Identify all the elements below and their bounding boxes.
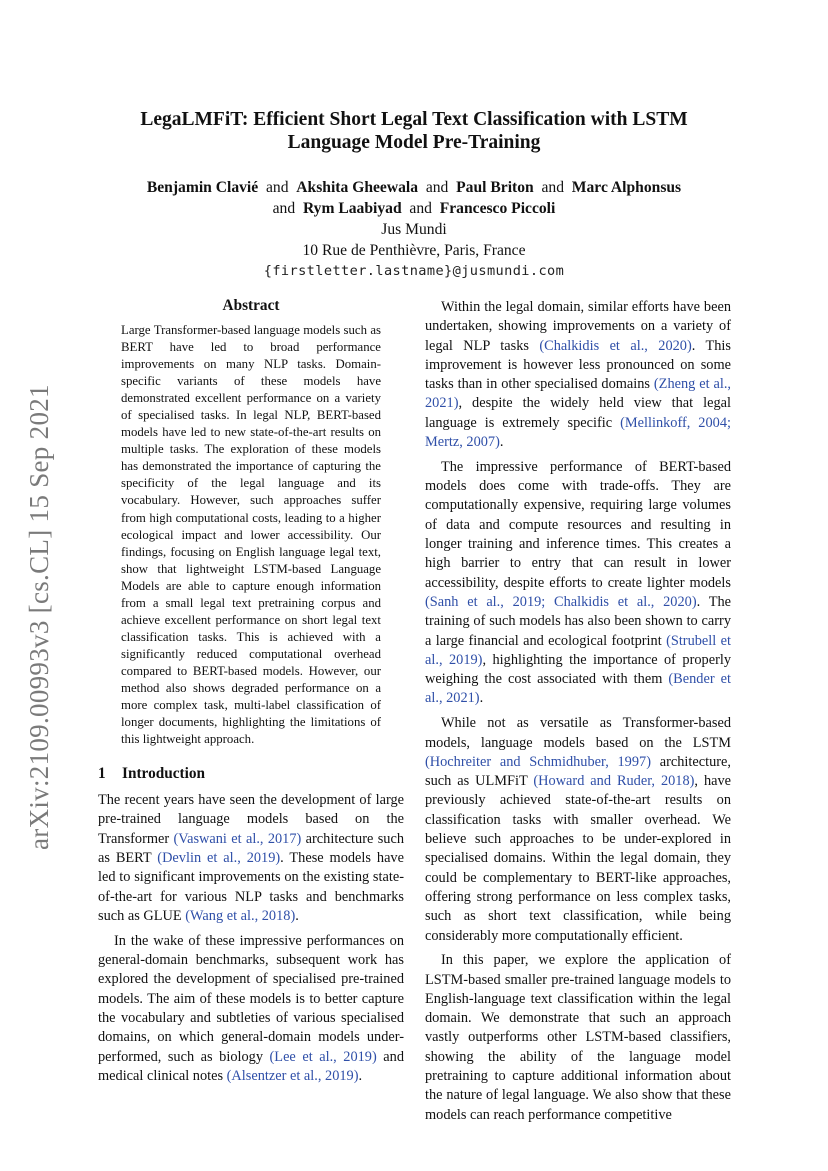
citation-link[interactable]: (Devlin et al., 2019) <box>157 850 281 867</box>
abstract-text: Large Transformer-based language models such as BERT have led to broad performance improvements on many NLP tasks. Domain-specific variants of these models have demonstrated excellent performance on a variety of specialised tasks. In legal NLP, BERT-based models have led to new state-of-the-art results on multiple tasks. The exploration of these models has demonstrated the importance of capturing the specificity of the legal language and its vocabulary. However, such approaches suffer from high computational costs, leading to a higher ecological impact and lower accessibility. Our findings, focusing on English language legal text, show that lightweight LSTM-based Language Models are able to capture enough information from a small legal text pretraining corpus and achieve excellent performance on short legal text classification tasks. This is achieved with a significantly reduced computational overhead compared to BERT-based models. However, our method also shows degraded performance on a more complex task, multi-label classification of longer documents, highlighting the limitations of this lightweight approach. <box>121 323 381 747</box>
title-line-1: LegaLMFiT: Efficient Short Legal Text Classification with LSTM <box>140 109 688 130</box>
author-name: Rym Laabiyad <box>302 200 402 217</box>
author-name: Paul Briton <box>456 179 534 196</box>
citation-link[interactable]: (Mellinkoff, 2004; Mertz, 2007) <box>425 414 731 451</box>
citation-link[interactable]: (Hochreiter and Schmidhuber, 1997) <box>425 753 651 770</box>
and-word: and <box>541 179 564 196</box>
paper-title <box>98 108 730 154</box>
and-word: and <box>409 200 432 217</box>
citation-link[interactable]: (Bender et al., 2021) <box>425 671 731 707</box>
citation-link[interactable]: (Zheng et al., 2021) <box>425 376 731 412</box>
intro-paragraph-1 <box>98 791 404 926</box>
text-run: Within the legal domain, similar efforts have been undertaken, showing improvements on a variety of legal NLP tasks <box>425 299 731 354</box>
author-name: Marc Alphonsus <box>571 179 682 196</box>
text-run: . <box>479 690 484 707</box>
abstract-heading: Abstract <box>222 297 280 314</box>
citation-link[interactable]: (Lee et al., 2019) <box>269 1048 377 1065</box>
author-list <box>98 177 730 219</box>
section-title: Introduction <box>122 765 206 783</box>
text-run: The recent years have seen the development of large pre-trained language models based on the Transformer <box>98 792 404 847</box>
text-run: . These models have led to significant improvements on the existing state-of-the-art for various NLP tasks and benchmarks such as GLUE <box>98 850 404 924</box>
intro-paragraph-2 <box>98 932 404 1086</box>
text-run: , have previously achieved state-of-the-art results on classification tasks with smaller overhead. We believe such approaches to be under-explored in specialised domains. Within the legal domain, they could be complementary to BERT-like approaches, offering strong performance on less complex tasks, such as short text classification, while being considerably more computationally efficient. <box>425 773 732 944</box>
citation-link[interactable]: (Wang et al., 2018) <box>185 907 296 924</box>
right-paragraph-4 <box>425 951 731 1125</box>
text-run: In the wake of these impressive performances on general-domain benchmarks, subsequent work has explored the development of specialised pre-trained models. The aim of these models is to better capture the vocabulary and subtleties of various specialised domains, on which general-domain models under-performed, such as biology <box>98 932 404 1065</box>
author-name: Akshita Gheewala <box>296 179 419 196</box>
text-run: . The training of such models has also been shown to carry a large financial and ecological footprint <box>425 593 731 649</box>
citation-link[interactable]: (Chalkidis et al., 2020) <box>539 337 692 354</box>
section-heading-introduction <box>98 764 404 784</box>
and-word: and <box>425 179 449 196</box>
citation-link[interactable]: (Strubell et al., 2019) <box>425 632 731 668</box>
text-run: The impressive performance of BERT-based models does come with trade-offs. They are computationally expensive, requiring large volumes of data and compute resources and resulting in longer training and inference times. This creates a high barrier to entry that can result in lower accessibility, despite efforts to create lighter models <box>425 458 731 591</box>
text-run: , despite the widely held view that legal language is extremely specific <box>425 395 731 431</box>
title-block <box>98 108 730 282</box>
arxiv-identifier: arXiv:2109.00993v3 [cs.CL] 15 Sep 2021 <box>24 384 54 850</box>
title-line-2: Language Model Pre-Training <box>287 132 541 153</box>
author-name: Francesco Piccoli <box>439 200 556 217</box>
arxiv-sidebar <box>24 370 60 850</box>
left-column <box>98 296 404 1086</box>
and-word: and <box>272 200 296 217</box>
text-run: . <box>499 434 504 451</box>
text-run: . <box>358 1067 363 1084</box>
citation-link[interactable]: (Howard and Ruder, 2018) <box>533 773 695 790</box>
section-number: 1 <box>98 765 106 783</box>
text-run: While not as versatile as Transformer-based models, language models based on the LSTM <box>425 715 731 751</box>
and-word: and <box>265 179 289 196</box>
author-name: Benjamin Clavié <box>146 179 259 196</box>
citation-link[interactable]: (Alsentzer et al., 2019) <box>226 1067 359 1084</box>
text-run: , highlighting the importance of properly weighing the cost associated with them <box>425 651 732 688</box>
text-run: and medical clinical notes <box>98 1048 404 1084</box>
text-run: architecture, such as ULMFiT <box>425 753 731 790</box>
citation-link[interactable]: (Sanh et al., 2019; Chalkidis et al., 2020) <box>425 593 697 610</box>
text-run: . <box>295 907 299 924</box>
right-paragraph-3 <box>425 714 731 946</box>
text-run: In this paper, we explore the application of LSTM-based smaller pre-trained language models to English-language text classification within the legal domain. We demonstrate that such an approach vastly outperforms other LSTM-based classifiers, showing the ability of the language model pretraining to capture additional information about the nature of legal language. We also show that these models can reach performance competitive <box>425 952 731 1123</box>
affiliation-address: 10 Rue de Penthièvre, Paris, France <box>302 242 526 259</box>
author-email: {firstletter.lastname}@jusmundi.com <box>263 263 565 279</box>
affiliation-org: Jus Mundi <box>381 221 447 238</box>
text-run: . This improvement is however less pronounced on some tasks than in other specialised domains <box>425 337 731 393</box>
text-run: architecture such as BERT <box>98 830 404 867</box>
right-paragraph-1 <box>425 298 731 452</box>
right-column <box>425 298 731 1125</box>
citation-link[interactable]: (Vaswani et al., 2017) <box>173 830 302 847</box>
right-paragraph-2 <box>425 458 731 709</box>
